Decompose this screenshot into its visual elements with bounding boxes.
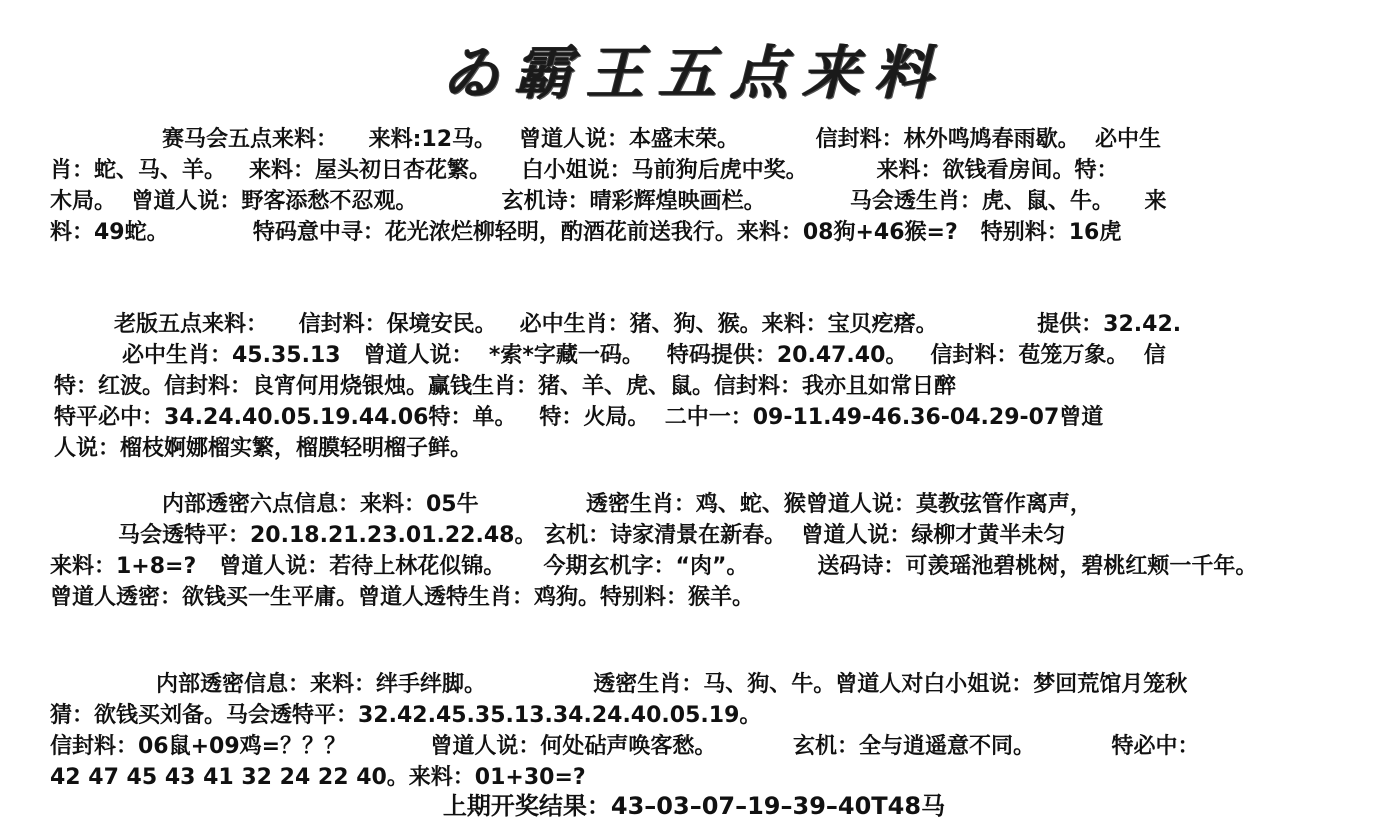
text-line: 信封料：06鼠+09鸡=？？？ 曾道人说：何处砧声唤客愁。 玄机：全与逍遥意不同。 特必中： (50, 734, 1200, 759)
text-line: 特平必中：34.24.40.05.19.44.06特：单。 特：火局。 二中一：09-11.49-46.36-04.29-07曾道 (54, 405, 1104, 430)
text-line: 必中生肖：45.35.13 曾道人说： *索*字藏一码。 特码提供：20.47.40。 信封料：苞笼万象。 信 (122, 343, 1166, 368)
text-line: 老版五点来料： 信封料：保境安民。 必中生肖：猪、狗、猴。来料：宝贝疙瘩。 提供：32.42. (114, 312, 1182, 337)
text-line: 内部透密六点信息：来料：05牛 透密生肖：鸡、蛇、猴曾道人说：莫教弦管作离声， (162, 492, 1092, 517)
text-line: 猜：欲钱买刘备。马会透特平：32.42.45.35.13.34.24.40.05.19。 (50, 703, 762, 728)
text-line: 来料：1+8=? 曾道人说：若待上林花似锦。 今期玄机字：“肉”。 送码诗：可羡瑶池碧桃树，碧桃红颊一千年。 (50, 554, 1258, 579)
text-line: 木局。 曾道人说：野客添愁不忍观。 玄机诗：晴彩辉煌映画栏。 马会透生肖：虎、鼠、牛。 来 (50, 189, 1167, 214)
text-line: 曾道人透密：欲钱买一生平庸。曾道人透特生肖：鸡狗。特别料：猴羊。 (50, 585, 755, 610)
text-line: 肖：蛇、马、羊。 来料：屋头初日杏花繁。 白小姐说：马前狗后虎中奖。 来料：欲钱看房间。特： (50, 158, 1119, 183)
text-line: 内部透密信息：来料：绊手绊脚。 透密生肖：马、狗、牛。曾道人对白小姐说：梦回荒馆月笼秋 (156, 672, 1188, 697)
text-line: 人说：榴枝婀娜榴实繁，榴膜轻明榴子鲜。 (54, 436, 473, 461)
text-line: 料：49蛇。 特码意中寻：花光浓烂柳轻明，酌酒花前送我行。来料：08狗+46猴=? 特别料：16虎 (50, 220, 1122, 245)
text-line: 42 47 45 43 41 32 24 22 40。来料：01+30=? (50, 765, 586, 790)
page-title: ゐ霸王五点来料 (441, 39, 946, 107)
last-result: 上期开奖结果：43–03–07–19–39–40T48马 (442, 792, 946, 820)
text-line: 马会透特平：20.18.21.23.01.22.48。 玄机：诗家清景在新春。 曾道人说：绿柳才黄半未匀 (118, 523, 1066, 548)
text-line: 特：红波。信封料：良宵何用烧银烛。赢钱生肖：猪、羊、虎、鼠。信封料：我亦且如常日醉 (54, 374, 957, 399)
text-line: 赛马会五点来料： 来料:12马。 曾道人说：本盛末荣。 信封料：林外鸣鸠春雨歇。 必中生 (162, 127, 1161, 152)
